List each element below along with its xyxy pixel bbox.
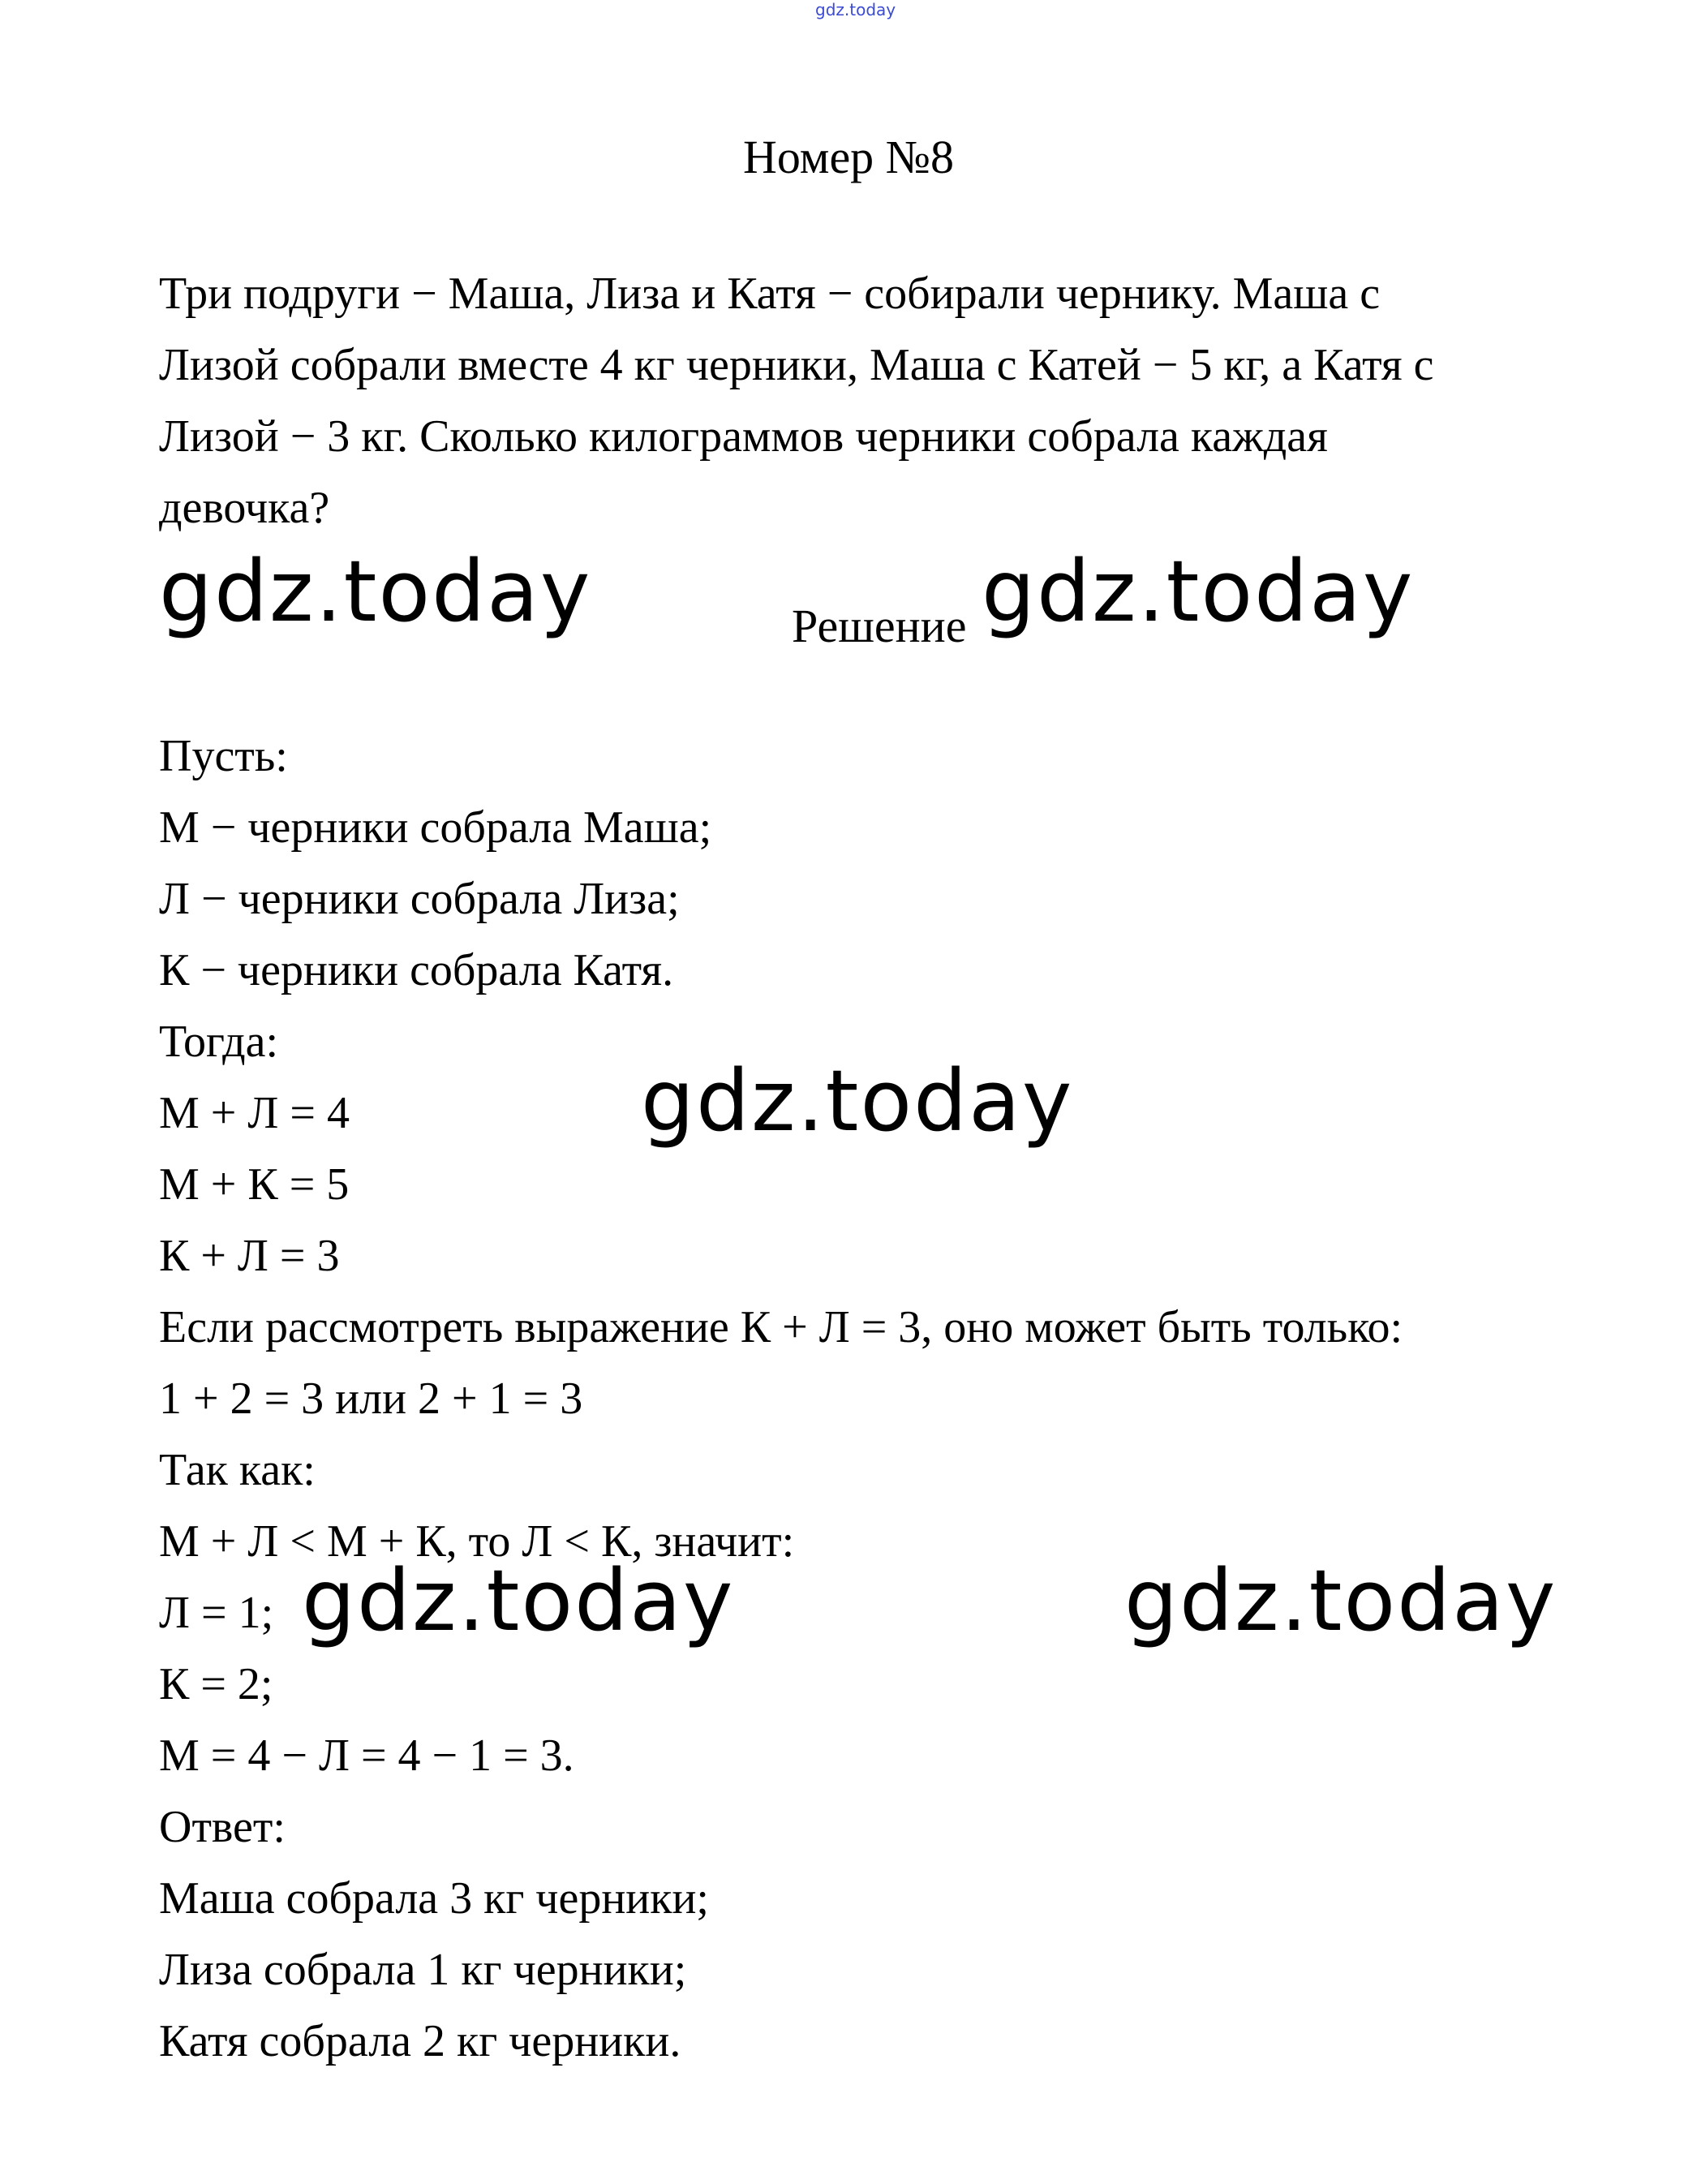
equation-line: М + Л = 4 (159, 1088, 350, 1138)
watermark: gdz.today (159, 542, 592, 641)
solution-heading: Решение (792, 600, 967, 652)
equation-line: К + Л = 3 (159, 1231, 340, 1281)
answer-line: Маша собрала 3 кг черники; (159, 1873, 709, 1924)
problem-line: девочка? (159, 483, 330, 533)
solution-line: Л = 1; (159, 1588, 274, 1638)
solution-line: М = 4 − Л = 4 − 1 = 3. (159, 1730, 574, 1781)
solution-line: К − черники собрала Катя. (159, 945, 674, 995)
watermark: gdz.today (302, 1551, 735, 1650)
solution-line: Л − черники собрала Лиза; (159, 874, 680, 924)
solution-line: 1 + 2 = 3 или 2 + 1 = 3 (159, 1374, 583, 1424)
solution-line: Так как: (159, 1445, 316, 1495)
solution-line: М − черники собрала Маша; (159, 802, 712, 853)
problem-line: Лизой − 3 кг. Сколько килограммов черники собрала каждая (159, 411, 1328, 462)
watermark: gdz.today (1124, 1551, 1557, 1650)
equation-line: М + К = 5 (159, 1159, 350, 1210)
watermark: gdz.today (641, 1051, 1074, 1150)
problem-line: Три подруги − Маша, Лиза и Катя − собирали чернику. Маша с (159, 269, 1381, 319)
solution-line: М + Л < М + К, то Л < К, значит: (159, 1516, 795, 1567)
solution-line: Пусть: (159, 731, 288, 781)
solution-line: Если рассмотреть выражение К + Л = 3, оно может быть только: (159, 1302, 1403, 1352)
answer-line: Катя собрала 2 кг черники. (159, 2016, 681, 2066)
watermark: gdz.today (982, 542, 1415, 641)
answer-line: Лиза собрала 1 кг черники; (159, 1945, 687, 1995)
top-watermark: gdz.today (815, 0, 896, 19)
problem-statement (159, 258, 1554, 544)
page-title: Номер №8 (742, 131, 955, 183)
answer-heading: Ответ: (159, 1802, 286, 1852)
solution-line: Тогда: (159, 1017, 279, 1067)
solution-line: К = 2; (159, 1659, 273, 1709)
problem-line: Лизой собрали вместе 4 кг черники, Маша с Катей − 5 кг, а Катя с (159, 340, 1434, 390)
